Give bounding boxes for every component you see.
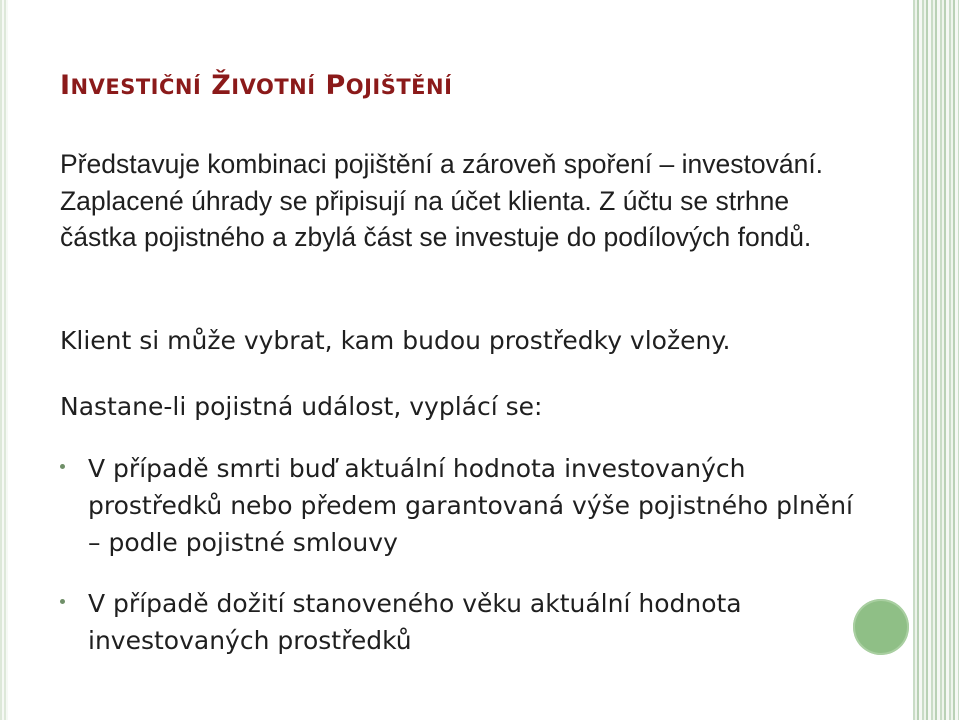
left-decorative-stripe <box>0 0 8 720</box>
bullet-icon <box>60 464 65 469</box>
bullet-icon <box>60 599 65 604</box>
paragraph-intro: Představuje kombinaci pojištění a zároveň spoření – investování. Zaplacené úhrady se připisují na účet klienta. Z účtu se strhne částka pojistného a zbylá část se investuje do podílových fondů. <box>60 149 824 252</box>
paragraph-payout: Nastane-li pojistná událost, vyplácí se: <box>60 392 543 421</box>
decorative-circle <box>853 599 909 655</box>
slide-title <box>60 70 452 101</box>
list-item <box>60 585 860 659</box>
paragraph-choice: Klient si může vybrat, kam budou prostředky vloženy. <box>60 326 731 355</box>
bullet-text: V případě smrti buď aktuální hodnota investovaných prostředků nebo předem garantovaná výše pojistného plnění – podle pojistné smlouvy <box>88 454 853 557</box>
bullet-text: V případě dožití stanoveného věku aktuální hodnota investovaných prostředků <box>88 589 742 655</box>
slide-title-text: INVESTIČNÍ ŽIVOTNÍ POJIŠTĚNÍ <box>60 70 453 101</box>
right-decorative-stripe <box>913 0 959 720</box>
list-item <box>60 450 860 561</box>
